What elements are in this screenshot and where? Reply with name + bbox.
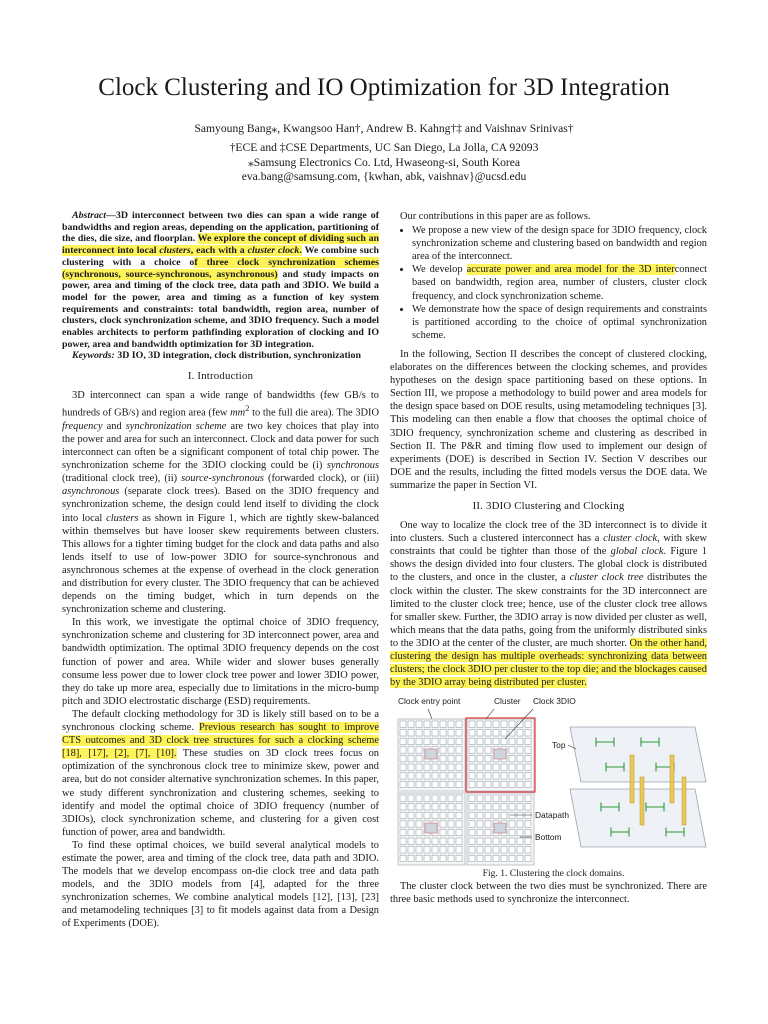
io-pad xyxy=(509,773,515,779)
io-pad xyxy=(469,838,475,844)
io-pad xyxy=(477,764,483,770)
io-pad xyxy=(509,821,515,827)
io-pad xyxy=(424,730,430,736)
io-pad xyxy=(493,847,499,853)
io-pad xyxy=(408,730,414,736)
io-pad xyxy=(517,855,523,861)
contributions-list xyxy=(390,224,707,342)
io-pad xyxy=(448,747,454,753)
io-pad xyxy=(493,730,499,736)
io-pad xyxy=(416,838,422,844)
io-pad xyxy=(440,773,446,779)
intro-highlight: Previous research has sought to improve CTS outcomes and 3D clock tree structures for such a clocking scheme [18], [17], [2], [7], [10]. xyxy=(62,722,380,760)
io-pad xyxy=(493,838,499,844)
io-pad xyxy=(408,773,414,779)
paper-affiliations xyxy=(0,141,768,185)
right-column xyxy=(390,210,707,907)
io-pad xyxy=(400,795,406,801)
section2-highlight: On the other hand, clustering the design has multiple overheads: synchronizing data between clusters; the clock 3DIO per cluster to the top die; and the blockages caused by the 3DIO array being distributed per cluster. xyxy=(390,637,707,689)
io-pad xyxy=(424,795,430,801)
io-pad xyxy=(485,855,491,861)
cluster-3dio-array xyxy=(425,823,437,833)
io-pad xyxy=(432,738,438,744)
io-pad xyxy=(525,747,531,753)
io-pad xyxy=(440,730,446,736)
stacked-dies xyxy=(570,727,706,847)
io-pad xyxy=(525,821,531,827)
io-pad xyxy=(485,821,491,827)
io-pad xyxy=(517,756,523,762)
io-pad xyxy=(440,855,446,861)
io-pad xyxy=(440,795,446,801)
io-pad xyxy=(448,738,454,744)
io-pad xyxy=(517,738,523,744)
io-pad xyxy=(501,773,507,779)
label-clock-3dio: Clock 3DIO xyxy=(533,696,576,707)
io-pad xyxy=(525,795,531,801)
io-pad xyxy=(469,821,475,827)
io-pad xyxy=(424,764,430,770)
io-pad xyxy=(501,738,507,744)
io-pad xyxy=(477,747,483,753)
paper-authors: Samyoung Bang⁎, Kwangsoo Han†, Andrew B. Kahng†‡ and Vaishnav Srinivas† xyxy=(194,122,574,135)
io-pad xyxy=(448,773,454,779)
io-pad xyxy=(432,838,438,844)
io-pad xyxy=(517,747,523,753)
abstract: Abstract—3D interconnect between two dies can span a wide range of bandwidths and region areas, depending on the application, partitioning of the dies, die size, and floorplan. We explore the concept of dividing such an interconnect into local clusters, each with a cluster clock. We combine such clustering with a choice of three clock synchronization schemes (synchronous, source-synchronous, asynchronous) and study impacts on power, area and timing of the clock tree, data path and 3DIO. We build a model for the power, area and timing as a function of key system requirements and constraints: total bandwidth, region area, number of clusters, clock synchronization scheme, and 3DIO frequency. Such a model enables architects to perform pathfinding exploration of clocking and IO power, area and bandwidth optimization for 3D integration. xyxy=(62,210,380,350)
io-pad xyxy=(469,773,475,779)
label-bottom: Bottom xyxy=(535,832,562,843)
io-pad xyxy=(408,756,414,762)
io-pad xyxy=(525,804,531,810)
io-pad xyxy=(493,804,499,810)
io-pad xyxy=(432,781,438,787)
io-pad xyxy=(456,838,462,844)
io-pad xyxy=(416,747,422,753)
io-pad xyxy=(477,855,483,861)
io-pad xyxy=(485,738,491,744)
io-pad xyxy=(477,804,483,810)
io-pad xyxy=(517,730,523,736)
contributions-lead: Our contributions in this paper are as follows. xyxy=(400,211,591,222)
io-pad xyxy=(509,855,515,861)
io-pad xyxy=(525,847,531,853)
io-pad xyxy=(525,773,531,779)
io-pad xyxy=(493,781,499,787)
io-pad xyxy=(485,804,491,810)
io-pad xyxy=(408,764,414,770)
figure-1-caption: Fig. 1. Clustering the clock domains. xyxy=(482,868,625,880)
io-pad xyxy=(456,847,462,853)
contribution-item: • We propose a new view of the design space for 3DIO frequency, clock synchronization scheme and clustering based on bandwidth and region area of the interconnect. xyxy=(412,224,707,263)
io-pad xyxy=(525,855,531,861)
io-pad xyxy=(456,764,462,770)
io-pad xyxy=(448,795,454,801)
io-pad xyxy=(424,812,430,818)
io-pad xyxy=(517,804,523,810)
intro-paragraph-3: The default clocking methodology for 3D is likely still based on to be a synchronous clocking scheme. Previous research has sought to improve CTS outcomes and 3D clock tree structures for such a clocking scheme [18], [17], [2], [7], [10]. These studies on 3D clock trees focus on optimization of the synchronous clock tree to minimize skew, power and area, but do not consider alternative synchronization schemes. In this paper, we study different synchronization and clustering schemes, seeking to identify and model the optimal choice of 3DIO frequency (number of 3DIOs), clock synchronization scheme, and clustering for a given cost function of power, area and bandwidth. xyxy=(62,708,380,838)
io-pad xyxy=(440,781,446,787)
abstract-label: Abstract xyxy=(72,210,107,221)
io-pad xyxy=(477,730,483,736)
io-pad xyxy=(469,804,475,810)
io-pad xyxy=(509,830,515,836)
io-pad xyxy=(424,804,430,810)
io-pad xyxy=(485,812,491,818)
io-pad xyxy=(525,756,531,762)
io-pad xyxy=(517,764,523,770)
io-pad xyxy=(448,804,454,810)
io-pad xyxy=(493,721,499,727)
io-pad xyxy=(525,838,531,844)
io-pad xyxy=(432,804,438,810)
label-cluster: Cluster xyxy=(494,696,521,707)
io-pad xyxy=(469,738,475,744)
io-pad xyxy=(408,738,414,744)
io-pad xyxy=(509,781,515,787)
io-pad xyxy=(469,781,475,787)
cluster-3dio-array xyxy=(494,749,506,759)
intro-paragraph-2: In this work, we investigate the optimal choice of 3DIO frequency, synchronization scheme and clustering for 3D interconnect power, area and bandwidth optimization. The optimal 3DIO frequency depends on the cost function of power and area. While wider and slower buses generally consume less power due to lower clock tree power and lower 3DIO power, they do take up more area, especially due to limitations in the micro-bump pitch and 3DIO electrostatic discharge (ESD) requirements. xyxy=(62,617,379,707)
io-pad xyxy=(469,721,475,727)
io-pad xyxy=(477,756,483,762)
io-pad xyxy=(525,830,531,836)
io-pad xyxy=(485,730,491,736)
io-pad xyxy=(400,838,406,844)
io-pad xyxy=(517,773,523,779)
io-pad xyxy=(469,847,475,853)
io-pad xyxy=(456,812,462,818)
io-pad xyxy=(408,821,414,827)
io-pad xyxy=(440,764,446,770)
io-pad xyxy=(440,756,446,762)
io-pad xyxy=(424,847,430,853)
io-pad xyxy=(509,747,515,753)
io-pad xyxy=(432,795,438,801)
io-pad xyxy=(448,855,454,861)
clock-3dio-via xyxy=(670,755,674,803)
io-pad xyxy=(469,730,475,736)
label-clock-entry-point: Clock entry point xyxy=(398,696,461,707)
io-pad xyxy=(448,781,454,787)
io-pad xyxy=(416,821,422,827)
io-pad xyxy=(440,804,446,810)
io-pad xyxy=(469,764,475,770)
outline-paragraph: In the following, Section II describes the concept of clustered clocking, elaborates on the differences between the clocking schemes, and provides hypotheses on the design space partitioning based on these options. In Section III, we propose a methodology to build power and area models for the design space based on DOE results, using metamodeling techniques [3]. This modeling can then enable a flow that chooses the optimal choice of 3DIO frequency, synchronization scheme and clustering as described in Section II. The P&R and timing flow used to implement our design of experiments (DOE) is described in Section IV. Section V describes our DOE and the results, including the fitted models versus the DOE data. We summarize the paper in Section VI. xyxy=(390,348,707,491)
clock-3dio-via xyxy=(630,755,634,803)
io-pad xyxy=(416,812,422,818)
label-datapath: Datapath xyxy=(535,810,569,821)
clock-3dio-via xyxy=(682,777,686,825)
io-pad xyxy=(509,795,515,801)
section2-paragraph-1: One way to localize the clock tree of the 3D interconnect is to divide it into clusters. Such a clustered interconnect has a cluster clock, with skew constraints that could be tighter than those of the global clock. Figure 1 shows the design divided into four clusters. The global clock is distributed to the clusters, and once in the cluster, a cluster clock tree distributes the clock within the cluster. The skew constraints for the 3D interconnect are limited to the cluster clock tree; hence, use of the cluster clock tree allows for smaller skew. Further, the 3DIO array is now divided per cluster as well, which means that the data paths, going from the uniformly distributed sinks to the 3DIO at the center of the cluster, are much shorter. On the other hand, clustering the design has multiple overheads: synchronizing data between clusters; the clock 3DIO per cluster to the top die; and the blockages caused by the 3DIO array being distributed per cluster. xyxy=(390,520,708,689)
keywords-label: Keywords: xyxy=(72,350,115,362)
io-pad xyxy=(493,773,499,779)
io-pad xyxy=(493,738,499,744)
io-pad xyxy=(408,781,414,787)
io-pad xyxy=(501,795,507,801)
io-pad xyxy=(424,855,430,861)
abstract-highlight-1: We explore the concept of dividing such an interconnect into local clusters, each with a cluster clock. xyxy=(62,233,379,257)
io-pad xyxy=(456,855,462,861)
io-pad xyxy=(517,838,523,844)
io-pad xyxy=(469,855,475,861)
io-pad xyxy=(440,838,446,844)
io-pad xyxy=(432,764,438,770)
io-pad xyxy=(408,721,414,727)
io-pad xyxy=(400,781,406,787)
io-pad xyxy=(400,830,406,836)
io-pad xyxy=(469,830,475,836)
io-pad xyxy=(456,730,462,736)
io-pad xyxy=(448,730,454,736)
io-pad xyxy=(525,730,531,736)
io-pad xyxy=(400,730,406,736)
io-pad xyxy=(432,773,438,779)
io-pad xyxy=(456,738,462,744)
clock-3dio-via xyxy=(640,777,644,825)
intro-paragraph-4: To find these optimal choices, we build several analytical models to estimate the power, area and timing of the clock tree, data path and 3DIO. The models that we develop encompass on-die clock tree and data path models, and the 3DIO models from [4], adapted for the three synchronization schemes. We combine analytical models [12], [13], [23] and metamodeling techniques [3] to fit models against data from a Design of Experiments (DOE). xyxy=(62,839,379,930)
affiliation-ucsd: †ECE and ‡CSE Departments, UC San Diego, La Jolla, CA 92093 xyxy=(229,141,539,154)
io-pad xyxy=(517,821,523,827)
io-pad xyxy=(448,721,454,727)
io-pad xyxy=(469,812,475,818)
io-pad xyxy=(485,747,491,753)
io-pad xyxy=(477,773,483,779)
io-pad xyxy=(408,855,414,861)
io-pad xyxy=(424,721,430,727)
io-pad xyxy=(432,812,438,818)
keywords: Keywords: 3D IO, 3D integration, clock distribution, synchronization xyxy=(72,350,361,362)
affiliation-samsung: ⁎Samsung Electronics Co. Ltd, Hwaseong-si, South Korea xyxy=(247,155,521,169)
io-pad xyxy=(485,795,491,801)
io-pad xyxy=(440,847,446,853)
closing-paragraph: The cluster clock between the two dies must be synchronized. There are three basic methods used to synchronize the interconnect. xyxy=(390,881,707,906)
io-pad xyxy=(448,812,454,818)
io-pad xyxy=(400,821,406,827)
io-pad xyxy=(440,821,446,827)
io-pad xyxy=(424,738,430,744)
io-pad xyxy=(400,812,406,818)
io-pad xyxy=(509,730,515,736)
io-pad xyxy=(525,738,531,744)
io-pad xyxy=(485,830,491,836)
io-pad xyxy=(509,838,515,844)
io-pad xyxy=(509,756,515,762)
io-pad xyxy=(517,830,523,836)
io-pad xyxy=(400,855,406,861)
io-pad xyxy=(432,855,438,861)
io-pad xyxy=(477,781,483,787)
io-pad xyxy=(456,773,462,779)
io-pad xyxy=(408,804,414,810)
paper-title: Clock Clustering and IO Optimization for 3D Integration xyxy=(98,74,670,101)
io-pad xyxy=(501,764,507,770)
io-pad xyxy=(509,764,515,770)
io-pad xyxy=(408,830,414,836)
io-pad xyxy=(416,721,422,727)
io-pad xyxy=(509,847,515,853)
io-pad xyxy=(408,847,414,853)
io-pad xyxy=(469,747,475,753)
io-pad xyxy=(448,838,454,844)
io-pad xyxy=(477,838,483,844)
top-die xyxy=(570,727,706,782)
left-column xyxy=(62,210,379,931)
io-pad xyxy=(493,812,499,818)
io-pad xyxy=(477,821,483,827)
io-pad xyxy=(400,747,406,753)
io-pad xyxy=(485,756,491,762)
label-top: Top xyxy=(552,740,566,751)
io-pad xyxy=(416,847,422,853)
io-pad xyxy=(485,838,491,844)
io-pad xyxy=(408,838,414,844)
io-pad xyxy=(416,730,422,736)
io-pad xyxy=(416,795,422,801)
io-pad xyxy=(501,838,507,844)
io-pad xyxy=(485,721,491,727)
io-pad xyxy=(509,738,515,744)
abstract-highlight-2: f three clock synchronization schemes (synchronous, source-synchronous, asynchronous) xyxy=(62,256,380,280)
io-pad xyxy=(448,830,454,836)
section-heading-clustering: II. 3DIO Clustering and Clocking xyxy=(472,499,625,512)
io-pad xyxy=(456,756,462,762)
io-pad xyxy=(517,721,523,727)
io-pad xyxy=(400,764,406,770)
io-pad xyxy=(424,781,430,787)
io-pad xyxy=(456,747,462,753)
io-pad xyxy=(477,795,483,801)
io-pad xyxy=(408,812,414,818)
io-pad xyxy=(400,756,406,762)
io-pad xyxy=(416,764,422,770)
io-pad xyxy=(517,812,523,818)
io-pad xyxy=(400,847,406,853)
io-pad xyxy=(440,830,446,836)
io-pad xyxy=(501,804,507,810)
io-pad xyxy=(440,721,446,727)
io-pad xyxy=(400,773,406,779)
io-pad xyxy=(448,821,454,827)
contribution-item: • We develop accurate power and area model for the 3D interconnect based on bandwidth, region area, number of clusters, cluster clock frequency, and clock synchronization scheme. xyxy=(412,263,707,302)
io-pad xyxy=(416,773,422,779)
io-pad xyxy=(501,855,507,861)
io-pad xyxy=(485,773,491,779)
intro-paragraph-1: 3D interconnect can span a wide range of bandwidths (few GB/s to hundreds of GB/s) and region area (few $mm^2$ to the full die area). The 3DIO frequency and synchronization scheme are two key choices that play into the power and area for such an interconnect. Clock and data power for such interconnect can often be a significant component of total chip power. The synchronization scheme for the 3DIO clocking could be (i) synchronous (traditional clock tree), (ii) source-synchronous (forwarded clock), or (iii) asynchronous (separate clock trees). Based on the 3DIO frequency and synchronization scheme, the design could lend itself to dividing the clock into local clusters as shown in Figure 1, which are tightly skew-balanced within themselves but have looser skew requirements between clusters. This allows for a tighter timing budget for the clock and data paths and also lends itself to use of low-power 3DIO for source-synchronous and asynchronous schemes at the expense of overhead in the clock generation and distribution for every cluster. The 3DIO frequency that can be achieved depends on the timing budget, which in turn depends on the synchronization scheme and clustering. xyxy=(62,390,379,616)
io-pad xyxy=(400,721,406,727)
io-pad xyxy=(456,721,462,727)
io-pad xyxy=(485,764,491,770)
io-pad xyxy=(400,804,406,810)
io-pad xyxy=(416,756,422,762)
io-pad xyxy=(456,830,462,836)
io-pad xyxy=(485,781,491,787)
io-pad xyxy=(400,738,406,744)
io-pad xyxy=(456,821,462,827)
io-pad xyxy=(416,738,422,744)
io-pad xyxy=(416,781,422,787)
io-pad xyxy=(432,721,438,727)
io-pad xyxy=(440,738,446,744)
io-pad xyxy=(509,721,515,727)
io-pad xyxy=(448,764,454,770)
io-pad xyxy=(485,847,491,853)
io-pad xyxy=(456,781,462,787)
cluster-3dio-array xyxy=(494,823,506,833)
io-pad xyxy=(477,721,483,727)
section-heading-introduction: I. Introduction xyxy=(187,370,254,383)
io-pad xyxy=(525,764,531,770)
io-pad xyxy=(477,830,483,836)
io-pad xyxy=(408,795,414,801)
cluster-floorplan xyxy=(398,718,535,865)
io-pad xyxy=(469,795,475,801)
io-pad xyxy=(493,795,499,801)
io-pad xyxy=(493,764,499,770)
io-pad xyxy=(416,855,422,861)
io-pad xyxy=(525,721,531,727)
io-pad xyxy=(408,747,414,753)
io-pad xyxy=(501,781,507,787)
io-pad xyxy=(493,855,499,861)
io-pad xyxy=(501,812,507,818)
io-pad xyxy=(456,795,462,801)
io-pad xyxy=(448,847,454,853)
io-pad xyxy=(525,812,531,818)
io-pad xyxy=(440,747,446,753)
author-emails: eva.bang@samsung.com, {kwhan, abk, vaishnav}@ucsd.edu xyxy=(241,170,527,184)
io-pad xyxy=(456,804,462,810)
io-pad xyxy=(469,756,475,762)
io-pad xyxy=(501,721,507,727)
io-pad xyxy=(509,812,515,818)
contribution-highlight: accurate power and area model for the 3D inter xyxy=(466,264,675,276)
io-pad xyxy=(501,730,507,736)
io-pad xyxy=(477,847,483,853)
contribution-item: • We demonstrate how the space of design requirements and constraints is partitioned according to the choice of optimal synchronization scheme. xyxy=(412,303,707,342)
cluster-3dio-array xyxy=(425,749,437,759)
io-pad xyxy=(517,781,523,787)
figure-1 xyxy=(390,697,707,867)
io-pad xyxy=(477,738,483,744)
io-pad xyxy=(440,812,446,818)
io-pad xyxy=(432,730,438,736)
io-pad xyxy=(525,781,531,787)
io-pad xyxy=(424,838,430,844)
io-pad xyxy=(416,804,422,810)
io-pad xyxy=(416,830,422,836)
io-pad xyxy=(517,795,523,801)
io-pad xyxy=(424,773,430,779)
io-pad xyxy=(477,812,483,818)
io-pad xyxy=(432,847,438,853)
io-pad xyxy=(448,756,454,762)
io-pad xyxy=(517,847,523,853)
io-pad xyxy=(501,847,507,853)
io-pad xyxy=(509,804,515,810)
